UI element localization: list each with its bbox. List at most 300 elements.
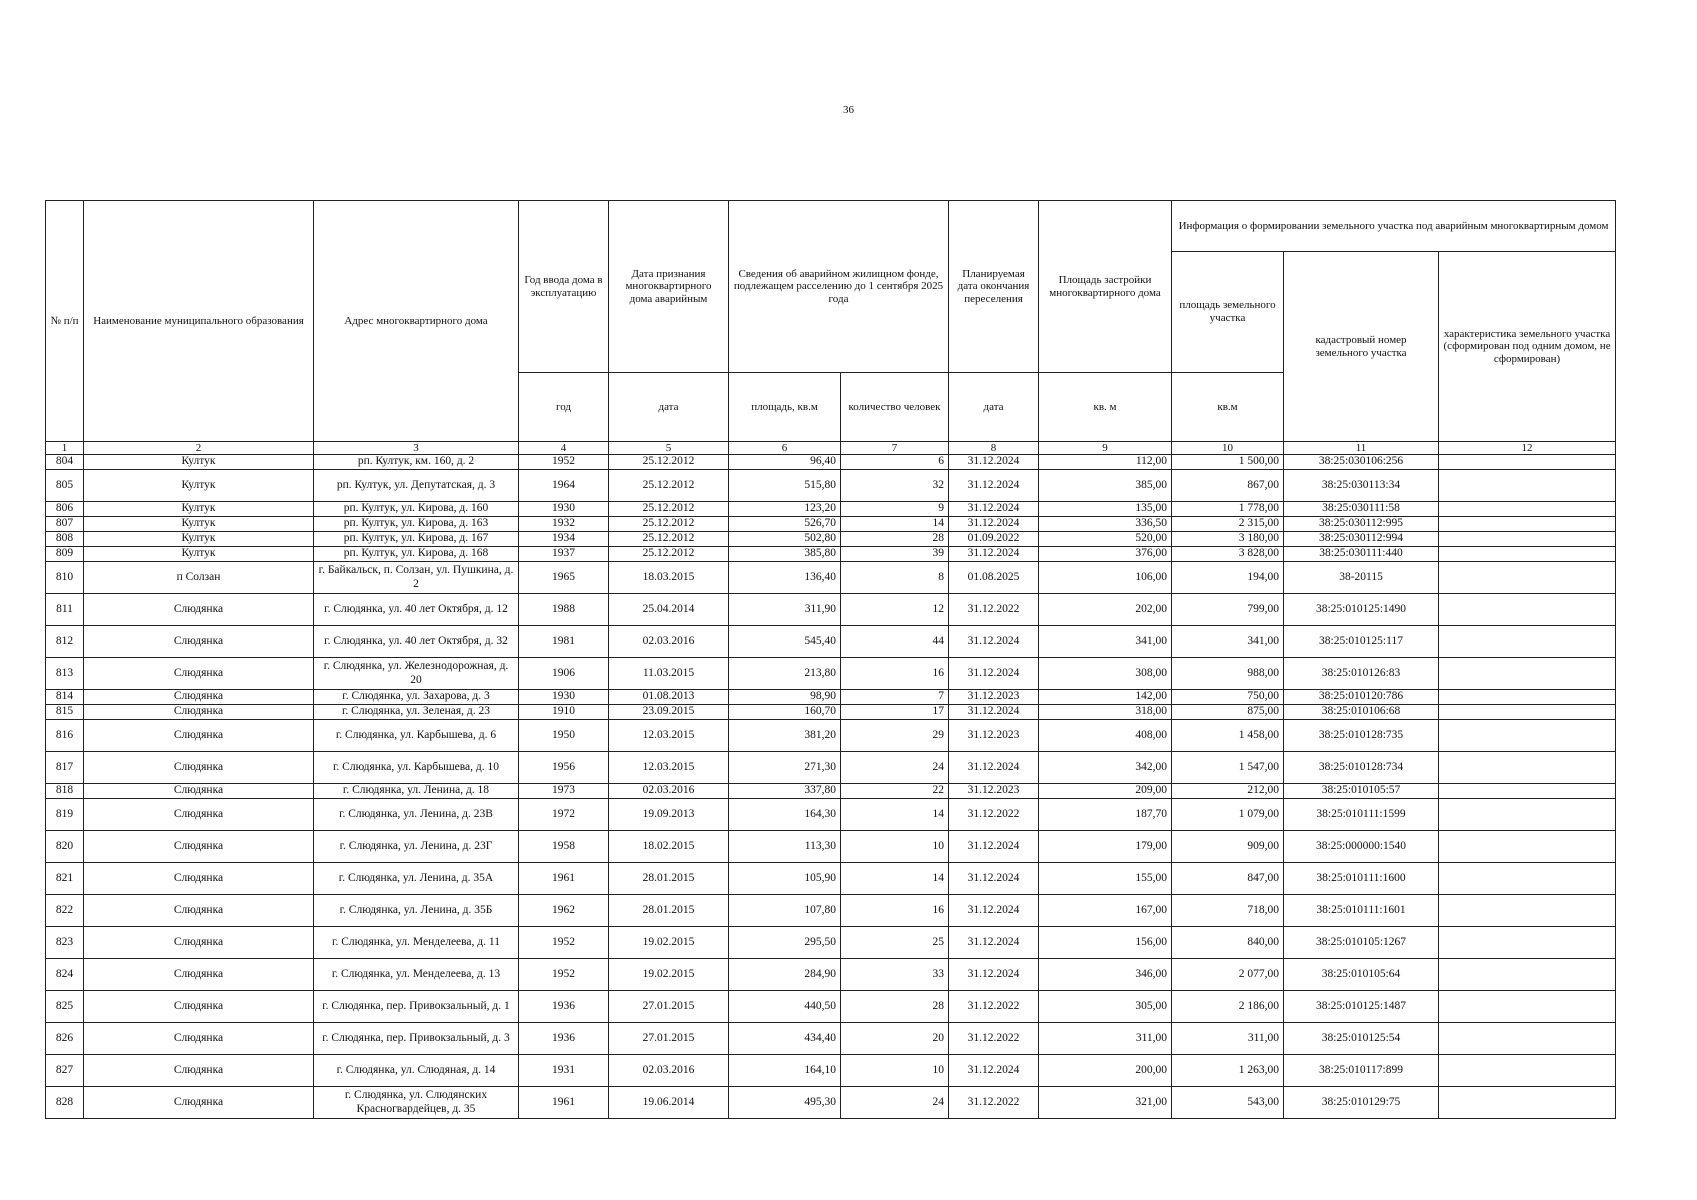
cell-area: 337,80: [729, 784, 841, 799]
cell-planned-date: 31.12.2024: [949, 517, 1039, 532]
cell-build-area: 376,00: [1039, 547, 1172, 562]
cell-address: г. Слюдянка, ул. Железнодорожная, д. 20: [314, 658, 519, 690]
cell-land-area: 1 079,00: [1172, 799, 1284, 831]
cell-land-char: [1439, 455, 1616, 470]
cell-people: 16: [841, 658, 949, 690]
cell-municipality: Култук: [84, 517, 314, 532]
cell-area: 381,20: [729, 720, 841, 752]
cell-land-area: 840,00: [1172, 927, 1284, 959]
cell-address: рп. Култук, ул. Кирова, д. 163: [314, 517, 519, 532]
cell-area: 295,50: [729, 927, 841, 959]
cell-area: 107,80: [729, 895, 841, 927]
cell-people: 10: [841, 1055, 949, 1087]
cell-land-char: [1439, 594, 1616, 626]
cell-number: 825: [46, 991, 84, 1023]
cell-area: 502,80: [729, 532, 841, 547]
cell-date: 19.02.2015: [609, 959, 729, 991]
cell-build-area: 308,00: [1039, 658, 1172, 690]
cell-land-area: 2 077,00: [1172, 959, 1284, 991]
cell-area: 271,30: [729, 752, 841, 784]
cell-land-area: 1 263,00: [1172, 1055, 1284, 1087]
cell-year: 1961: [519, 1087, 609, 1119]
cell-build-area: 142,00: [1039, 690, 1172, 705]
header-fund-info: Сведения об аварийном жилищном фонде, подлежащем расселению до 1 сентября 2025 года: [729, 201, 949, 373]
cell-land-area: 543,00: [1172, 1087, 1284, 1119]
cell-number: 815: [46, 705, 84, 720]
cell-people: 25: [841, 927, 949, 959]
cell-year: 1973: [519, 784, 609, 799]
cell-date: 25.04.2014: [609, 594, 729, 626]
cell-planned-date: 31.12.2024: [949, 455, 1039, 470]
cell-number: 809: [46, 547, 84, 562]
cell-address: г. Слюдянка, ул. Зеленая, д. 23: [314, 705, 519, 720]
cell-area: 113,30: [729, 831, 841, 863]
header-cadastral: кадастровый номер земельного участка: [1284, 252, 1439, 442]
cell-planned-date: 31.12.2024: [949, 831, 1039, 863]
cell-address: г. Слюдянка, ул. Карбышева, д. 10: [314, 752, 519, 784]
column-number: 7: [841, 442, 949, 455]
cell-land-area: 212,00: [1172, 784, 1284, 799]
cell-people: 28: [841, 991, 949, 1023]
cell-number: 805: [46, 470, 84, 502]
cell-people: 14: [841, 517, 949, 532]
cell-land-area: 799,00: [1172, 594, 1284, 626]
cell-date: 18.02.2015: [609, 831, 729, 863]
cell-land-char: [1439, 959, 1616, 991]
cell-municipality: Слюдянка: [84, 626, 314, 658]
table-row: [46, 455, 1616, 470]
cell-people: 24: [841, 1087, 949, 1119]
cell-land-char: [1439, 991, 1616, 1023]
cell-municipality: Слюдянка: [84, 831, 314, 863]
cell-number: 822: [46, 895, 84, 927]
cell-build-area: 341,00: [1039, 626, 1172, 658]
cell-address: г. Слюдянка, ул. 40 лет Октября, д. 32: [314, 626, 519, 658]
cell-address: г. Слюдянка, ул. Карбышева, д. 6: [314, 720, 519, 752]
cell-date: 11.03.2015: [609, 658, 729, 690]
cell-build-area: 167,00: [1039, 895, 1172, 927]
cell-people: 20: [841, 1023, 949, 1055]
unit-planned-date: дата: [949, 373, 1039, 442]
cell-land-char: [1439, 799, 1616, 831]
cell-people: 29: [841, 720, 949, 752]
cell-cadastral: 38:25:010105:64: [1284, 959, 1439, 991]
cell-planned-date: 31.12.2024: [949, 502, 1039, 517]
cell-planned-date: 31.12.2024: [949, 959, 1039, 991]
cell-land-char: [1439, 1087, 1616, 1119]
cell-build-area: 520,00: [1039, 532, 1172, 547]
cell-year: 1930: [519, 502, 609, 517]
cell-area: 96,40: [729, 455, 841, 470]
cell-land-char: [1439, 705, 1616, 720]
table-row: [46, 532, 1616, 547]
cell-date: 23.09.2015: [609, 705, 729, 720]
cell-number: 816: [46, 720, 84, 752]
column-number: 11: [1284, 442, 1439, 455]
cell-date: 28.01.2015: [609, 895, 729, 927]
header-municipality: Наименование муниципального образования: [84, 201, 314, 442]
cell-area: 440,50: [729, 991, 841, 1023]
header-land-info: Информация о формировании земельного участка под аварийным многоквартирным домом: [1172, 201, 1616, 252]
header-year-intro: Год ввода дома в эксплуатацию: [519, 201, 609, 373]
cell-area: 105,90: [729, 863, 841, 895]
cell-municipality: Култук: [84, 547, 314, 562]
cell-year: 1952: [519, 927, 609, 959]
cell-cadastral: 38:25:030111:58: [1284, 502, 1439, 517]
cell-people: 10: [841, 831, 949, 863]
cell-date: 25.12.2012: [609, 502, 729, 517]
cell-people: 9: [841, 502, 949, 517]
table-row: [46, 799, 1616, 831]
cell-number: 823: [46, 927, 84, 959]
cell-number: 813: [46, 658, 84, 690]
cell-land-area: 1 500,00: [1172, 455, 1284, 470]
table-row: [46, 470, 1616, 502]
column-number: 2: [84, 442, 314, 455]
cell-address: г. Байкальск, п. Солзан, ул. Пушкина, д. 2: [314, 562, 519, 594]
cell-planned-date: 31.12.2024: [949, 895, 1039, 927]
cell-year: 1952: [519, 455, 609, 470]
cell-land-char: [1439, 927, 1616, 959]
cell-number: 804: [46, 455, 84, 470]
cell-area: 284,90: [729, 959, 841, 991]
cell-area: 160,70: [729, 705, 841, 720]
cell-year: 1934: [519, 532, 609, 547]
cell-people: 24: [841, 752, 949, 784]
cell-build-area: 187,70: [1039, 799, 1172, 831]
cell-year: 1962: [519, 895, 609, 927]
cell-cadastral: 38:25:010111:1601: [1284, 895, 1439, 927]
cell-build-area: 112,00: [1039, 455, 1172, 470]
cell-date: 27.01.2015: [609, 991, 729, 1023]
cell-land-char: [1439, 626, 1616, 658]
column-number: 6: [729, 442, 841, 455]
cell-cadastral: 38:25:010129:75: [1284, 1087, 1439, 1119]
table-row: [46, 831, 1616, 863]
cell-cadastral: 38:25:010111:1599: [1284, 799, 1439, 831]
cell-land-char: [1439, 547, 1616, 562]
table-header: [46, 201, 1616, 455]
cell-date: 25.12.2012: [609, 532, 729, 547]
cell-year: 1910: [519, 705, 609, 720]
cell-land-char: [1439, 517, 1616, 532]
cell-area: 526,70: [729, 517, 841, 532]
table-row: [46, 1055, 1616, 1087]
cell-land-area: 847,00: [1172, 863, 1284, 895]
cell-land-area: 1 458,00: [1172, 720, 1284, 752]
cell-cadastral: 38:25:010120:786: [1284, 690, 1439, 705]
cell-area: 515,80: [729, 470, 841, 502]
cell-municipality: Култук: [84, 470, 314, 502]
cell-date: 19.09.2013: [609, 799, 729, 831]
cell-number: 807: [46, 517, 84, 532]
cell-year: 1950: [519, 720, 609, 752]
cell-year: 1936: [519, 991, 609, 1023]
cell-cadastral: 38:25:010105:1267: [1284, 927, 1439, 959]
cell-address: г. Слюдянка, ул. Ленина, д. 18: [314, 784, 519, 799]
cell-area: 385,80: [729, 547, 841, 562]
cell-address: рп. Култук, ул. Кирова, д. 168: [314, 547, 519, 562]
cell-year: 1952: [519, 959, 609, 991]
cell-people: 39: [841, 547, 949, 562]
cell-land-char: [1439, 895, 1616, 927]
cell-cadastral: 38:25:010128:735: [1284, 720, 1439, 752]
cell-build-area: 321,00: [1039, 1087, 1172, 1119]
cell-land-area: 311,00: [1172, 1023, 1284, 1055]
table-row: [46, 863, 1616, 895]
table-row: [46, 562, 1616, 594]
cell-build-area: 209,00: [1039, 784, 1172, 799]
cell-area: 98,90: [729, 690, 841, 705]
cell-cadastral: 38:25:030113:34: [1284, 470, 1439, 502]
cell-planned-date: 31.12.2024: [949, 705, 1039, 720]
cell-land-area: 194,00: [1172, 562, 1284, 594]
table-row: [46, 658, 1616, 690]
cell-people: 44: [841, 626, 949, 658]
cell-planned-date: 31.12.2022: [949, 991, 1039, 1023]
cell-year: 1964: [519, 470, 609, 502]
cell-date: 27.01.2015: [609, 1023, 729, 1055]
cell-planned-date: 31.12.2024: [949, 658, 1039, 690]
cell-municipality: Слюдянка: [84, 594, 314, 626]
column-number: 9: [1039, 442, 1172, 455]
cell-build-area: 408,00: [1039, 720, 1172, 752]
cell-municipality: Слюдянка: [84, 895, 314, 927]
cell-land-char: [1439, 690, 1616, 705]
cell-address: г. Слюдянка, ул. Ленина, д. 23В: [314, 799, 519, 831]
cell-date: 25.12.2012: [609, 455, 729, 470]
cell-land-area: 867,00: [1172, 470, 1284, 502]
cell-area: 434,40: [729, 1023, 841, 1055]
table-row: [46, 959, 1616, 991]
cell-year: 1972: [519, 799, 609, 831]
cell-land-char: [1439, 720, 1616, 752]
cell-area: 164,30: [729, 799, 841, 831]
cell-address: г. Слюдянка, пер. Привокзальный, д. 1: [314, 991, 519, 1023]
header-land-characteristic: характеристика земельного участка (сформирован под одним домом, не сформирован): [1439, 252, 1616, 442]
cell-land-char: [1439, 562, 1616, 594]
cell-municipality: Слюдянка: [84, 927, 314, 959]
table-row: [46, 705, 1616, 720]
cell-planned-date: 01.08.2025: [949, 562, 1039, 594]
cell-address: рп. Култук, ул. Кирова, д. 167: [314, 532, 519, 547]
table-row: [46, 784, 1616, 799]
cell-land-area: 909,00: [1172, 831, 1284, 863]
unit-date: дата: [609, 373, 729, 442]
unit-sqm-land: кв.м: [1172, 373, 1284, 442]
cell-municipality: Слюдянка: [84, 959, 314, 991]
cell-land-char: [1439, 1023, 1616, 1055]
cell-people: 14: [841, 799, 949, 831]
table-row: [46, 927, 1616, 959]
cell-municipality: Слюдянка: [84, 705, 314, 720]
cell-cadastral: 38:25:010126:83: [1284, 658, 1439, 690]
cell-build-area: 346,00: [1039, 959, 1172, 991]
cell-people: 22: [841, 784, 949, 799]
cell-planned-date: 31.12.2024: [949, 927, 1039, 959]
cell-build-area: 311,00: [1039, 1023, 1172, 1055]
cell-cadastral: 38:25:010125:1487: [1284, 991, 1439, 1023]
cell-cadastral: 38:25:010125:117: [1284, 626, 1439, 658]
cell-cadastral: 38:25:030106:256: [1284, 455, 1439, 470]
unit-area: площадь, кв.м: [729, 373, 841, 442]
cell-address: г. Слюдянка, ул. Захарова, д. 3: [314, 690, 519, 705]
cell-year: 1988: [519, 594, 609, 626]
cell-number: 828: [46, 1087, 84, 1119]
cell-build-area: 318,00: [1039, 705, 1172, 720]
cell-date: 12.03.2015: [609, 752, 729, 784]
cell-address: рп. Култук, км. 160, д. 2: [314, 455, 519, 470]
cell-build-area: 342,00: [1039, 752, 1172, 784]
header-planned-date: Планируемая дата окончания переселения: [949, 201, 1039, 373]
cell-build-area: 155,00: [1039, 863, 1172, 895]
cell-municipality: Култук: [84, 502, 314, 517]
cell-year: 1930: [519, 690, 609, 705]
cell-number: 818: [46, 784, 84, 799]
cell-municipality: Култук: [84, 532, 314, 547]
cell-municipality: Слюдянка: [84, 799, 314, 831]
cell-year: 1961: [519, 863, 609, 895]
cell-date: 25.12.2012: [609, 470, 729, 502]
table-row: [46, 517, 1616, 532]
cell-date: 02.03.2016: [609, 1055, 729, 1087]
cell-area: 136,40: [729, 562, 841, 594]
cell-municipality: Култук: [84, 455, 314, 470]
cell-year: 1932: [519, 517, 609, 532]
cell-date: 25.12.2012: [609, 517, 729, 532]
cell-date: 01.08.2013: [609, 690, 729, 705]
header-address: Адрес многоквартирного дома: [314, 201, 519, 442]
table-row: [46, 752, 1616, 784]
table-row: [46, 720, 1616, 752]
column-number: 12: [1439, 442, 1616, 455]
cell-area: 123,20: [729, 502, 841, 517]
cell-date: 28.01.2015: [609, 863, 729, 895]
cell-planned-date: 31.12.2023: [949, 690, 1039, 705]
column-number: 4: [519, 442, 609, 455]
cell-land-area: 1 547,00: [1172, 752, 1284, 784]
cell-people: 8: [841, 562, 949, 594]
cell-number: 819: [46, 799, 84, 831]
cell-date: 19.06.2014: [609, 1087, 729, 1119]
cell-planned-date: 31.12.2024: [949, 752, 1039, 784]
cell-number: 821: [46, 863, 84, 895]
cell-municipality: Слюдянка: [84, 784, 314, 799]
table-row: [46, 1023, 1616, 1055]
cell-address: г. Слюдянка, ул. Слюдяная, д. 14: [314, 1055, 519, 1087]
cell-planned-date: 31.12.2022: [949, 1023, 1039, 1055]
cell-year: 1965: [519, 562, 609, 594]
column-number: 3: [314, 442, 519, 455]
table-row: [46, 895, 1616, 927]
cell-area: 311,90: [729, 594, 841, 626]
cell-land-area: 3 828,00: [1172, 547, 1284, 562]
cell-municipality: Слюдянка: [84, 863, 314, 895]
cell-planned-date: 31.12.2024: [949, 626, 1039, 658]
cell-planned-date: 31.12.2022: [949, 594, 1039, 626]
cell-address: г. Слюдянка, ул. Ленина, д. 23Г: [314, 831, 519, 863]
cell-build-area: 336,50: [1039, 517, 1172, 532]
cell-cadastral: 38:25:010125:54: [1284, 1023, 1439, 1055]
cell-people: 17: [841, 705, 949, 720]
cell-year: 1936: [519, 1023, 609, 1055]
cell-year: 1981: [519, 626, 609, 658]
cell-cadastral: 38:25:010106:68: [1284, 705, 1439, 720]
cell-build-area: 156,00: [1039, 927, 1172, 959]
cell-number: 827: [46, 1055, 84, 1087]
cell-cadastral: 38-20115: [1284, 562, 1439, 594]
cell-cadastral: 38:25:000000:1540: [1284, 831, 1439, 863]
table-row: [46, 594, 1616, 626]
page-number: 36: [843, 104, 854, 116]
cell-planned-date: 31.12.2024: [949, 863, 1039, 895]
cell-number: 806: [46, 502, 84, 517]
cell-number: 808: [46, 532, 84, 547]
cell-land-char: [1439, 863, 1616, 895]
cell-municipality: п Солзан: [84, 562, 314, 594]
cell-address: г. Слюдянка, пер. Привокзальный, д. 3: [314, 1023, 519, 1055]
cell-build-area: 135,00: [1039, 502, 1172, 517]
cell-build-area: 200,00: [1039, 1055, 1172, 1087]
cell-planned-date: 01.09.2022: [949, 532, 1039, 547]
cell-address: г. Слюдянка, ул. Слюдянских Красногвардейцев, д. 35: [314, 1087, 519, 1119]
cell-land-char: [1439, 752, 1616, 784]
cell-land-area: 875,00: [1172, 705, 1284, 720]
cell-cadastral: 38:25:030112:994: [1284, 532, 1439, 547]
cell-address: г. Слюдянка, ул. Менделеева, д. 13: [314, 959, 519, 991]
column-number: 8: [949, 442, 1039, 455]
table-body: [46, 455, 1616, 1119]
cell-planned-date: 31.12.2022: [949, 1087, 1039, 1119]
cell-planned-date: 31.12.2023: [949, 720, 1039, 752]
cell-municipality: Слюдянка: [84, 690, 314, 705]
cell-land-char: [1439, 470, 1616, 502]
table-row: [46, 547, 1616, 562]
cell-municipality: Слюдянка: [84, 752, 314, 784]
cell-cadastral: 38:25:010117:899: [1284, 1055, 1439, 1087]
unit-people: количество человек: [841, 373, 949, 442]
cell-municipality: Слюдянка: [84, 1023, 314, 1055]
cell-build-area: 305,00: [1039, 991, 1172, 1023]
cell-date: 02.03.2016: [609, 784, 729, 799]
unit-sqm: кв. м: [1039, 373, 1172, 442]
cell-municipality: Слюдянка: [84, 658, 314, 690]
cell-area: 213,80: [729, 658, 841, 690]
cell-people: 33: [841, 959, 949, 991]
cell-land-char: [1439, 784, 1616, 799]
cell-people: 6: [841, 455, 949, 470]
cell-area: 164,10: [729, 1055, 841, 1087]
cell-number: 826: [46, 1023, 84, 1055]
cell-planned-date: 31.12.2024: [949, 547, 1039, 562]
cell-planned-date: 31.12.2022: [949, 799, 1039, 831]
header-land-area: площадь земельного участка: [1172, 252, 1284, 373]
cell-year: 1906: [519, 658, 609, 690]
cell-planned-date: 31.12.2024: [949, 1055, 1039, 1087]
cell-planned-date: 31.12.2023: [949, 784, 1039, 799]
cell-land-area: 3 180,00: [1172, 532, 1284, 547]
emergency-housing-table: [45, 200, 1616, 1119]
cell-address: г. Слюдянка, ул. Менделеева, д. 11: [314, 927, 519, 959]
table-row: [46, 502, 1616, 517]
table-row: [46, 690, 1616, 705]
cell-address: г. Слюдянка, ул. 40 лет Октября, д. 12: [314, 594, 519, 626]
column-number: 10: [1172, 442, 1284, 455]
column-number: 1: [46, 442, 84, 455]
cell-year: 1956: [519, 752, 609, 784]
cell-land-char: [1439, 502, 1616, 517]
cell-address: рп. Култук, ул. Кирова, д. 160: [314, 502, 519, 517]
